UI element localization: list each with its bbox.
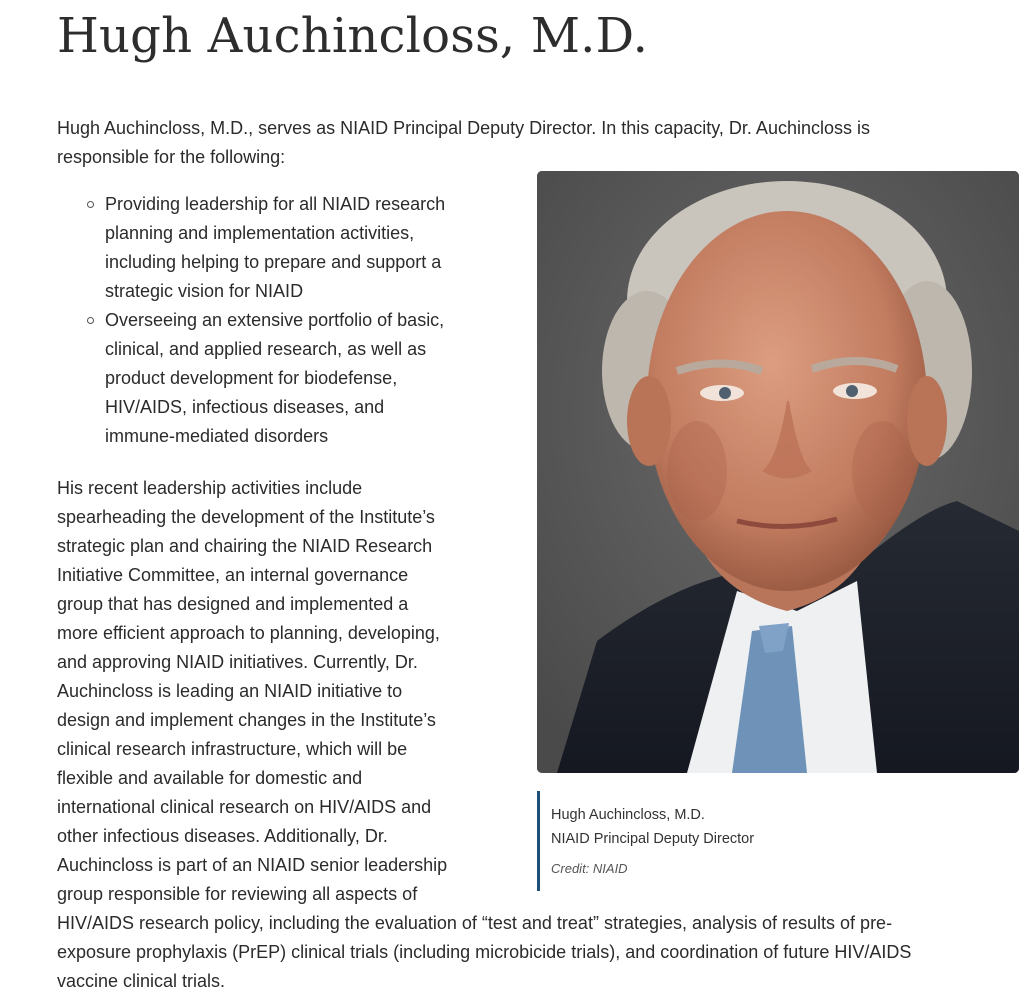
paragraph-line: vaccine clinical trials. xyxy=(57,971,226,991)
intro-paragraph xyxy=(57,114,957,172)
list-item-line: Providing leadership for all NIAID research xyxy=(105,194,446,214)
paragraph-line: flexible and available for domestic and xyxy=(57,768,363,788)
paragraph-line: His recent leadership activities include xyxy=(57,478,363,498)
list-item xyxy=(87,306,477,451)
page-title: Hugh Auchincloss, M.D. xyxy=(57,8,649,64)
leadership-paragraph xyxy=(57,474,911,996)
list-item-line: product development for biodefense, xyxy=(105,368,398,388)
list-item-line: HIV/AIDS, infectious diseases, and xyxy=(105,397,385,417)
paragraph-line: HIV/AIDS research policy, including the evaluation of “test and treat” strategies, analysis of results of pre- xyxy=(57,913,893,933)
list-item-line: immune-mediated disorders xyxy=(105,426,329,446)
paragraph-line: group responsible for reviewing all aspects of xyxy=(57,884,418,904)
list-item-line: clinical, and applied research, as well as xyxy=(105,339,427,359)
list-item-line: strategic vision for NIAID xyxy=(105,281,304,301)
responsibilities-list xyxy=(87,190,477,451)
paragraph-line: and approving NIAID initiatives. Currently, Dr. xyxy=(57,652,418,672)
paragraph-line: more efficient approach to planning, developing, xyxy=(57,623,440,643)
intro-line: responsible for the following: xyxy=(57,147,286,167)
paragraph-line: spearheading the development of the Institute’s xyxy=(57,507,435,527)
list-item xyxy=(87,190,477,306)
caption-role: NIAID Principal Deputy Director xyxy=(551,831,755,847)
circle-bullet-icon xyxy=(87,317,94,324)
paragraph-line: exposure prophylaxis (PrEP) clinical trials (including microbicide trials), and coordination of future HIV/AIDS xyxy=(57,942,912,962)
paragraph-line: international clinical research on HIV/AIDS and xyxy=(57,797,432,817)
paragraph-line: Auchincloss is leading an NIAID initiative to xyxy=(57,681,403,701)
circle-bullet-icon xyxy=(87,201,94,208)
paragraph-line: other infectious diseases. Additionally, Dr. xyxy=(57,826,388,846)
list-item-line: planning and implementation activities, xyxy=(105,223,415,243)
paragraph-line: Auchincloss is part of an NIAID senior leadership xyxy=(57,855,448,875)
paragraph-line: strategic plan and chairing the NIAID Research xyxy=(57,536,433,556)
paragraph-line: group that has designed and implemented a xyxy=(57,594,409,614)
caption-name: Hugh Auchincloss, M.D. xyxy=(551,807,705,823)
paragraph-line: clinical research infrastructure, which will be xyxy=(57,739,408,759)
list-item-line: Overseeing an extensive portfolio of basic, xyxy=(105,310,445,330)
list-item-line: including helping to prepare and support a xyxy=(105,252,442,272)
paragraph-line: Initiative Committee, an internal governance xyxy=(57,565,409,585)
photo-credit: Credit: NIAID xyxy=(551,861,628,876)
paragraph-line: design and implement changes in the Institute’s xyxy=(57,710,436,730)
intro-line: Hugh Auchincloss, M.D., serves as NIAID Principal Deputy Director. In this capacity, Dr. Auchincloss is xyxy=(57,118,870,138)
